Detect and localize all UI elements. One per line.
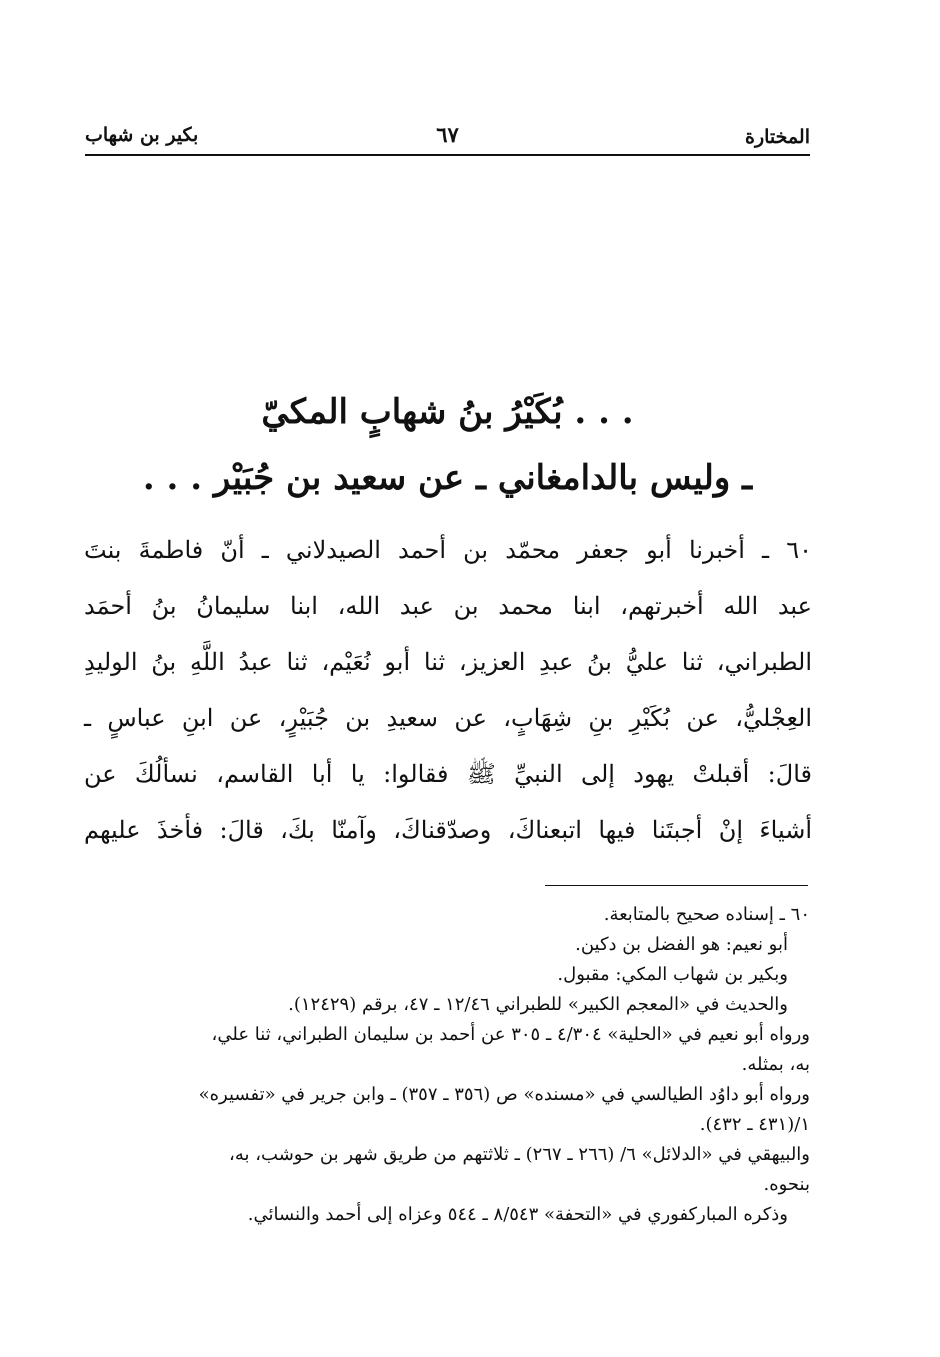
- body-line: الطبراني، ثنا عليُّ بنُ عبدِ العزيز، ثنا أبو نُعَيْم، ثنا عبدُ اللَّهِ بنُ الوليدِ: [84, 648, 812, 676]
- footnote-line: وذكره المباركفوري في «التحفة» ٨/٥٤٣ ـ ٥٤٤ وعزاه إلى أحمد والنسائي.: [247, 1204, 788, 1225]
- footnote-line: أبو نعيم: هو الفضل بن دكين.: [575, 934, 788, 955]
- footnote-rule: [545, 885, 808, 886]
- footnote-line: والحديث في «المعجم الكبير» للطبراني ١٢/٤٦ ـ ٤٧، برقم (١٢٤٢٩).: [288, 994, 788, 1015]
- header-book-title: المختارة: [745, 126, 810, 148]
- footnote-line: والبيهقي في «الدلائل» ٦/ (٢٦٦ ـ ٢٦٧) ـ ثلاثتهم من طريق شهر بن حوشب، به،: [229, 1144, 810, 1165]
- body-line: عبد الله أخبرتهم، ابنا محمد بن عبد الله، ابنا سليمانُ بنُ أحمَد: [84, 592, 812, 620]
- header-chapter-title: بكير بن شهاب: [85, 124, 199, 146]
- body-line: قالَ: أقبلتْ يهود إلى النبيِّ ﷺ فقالوا: يا أبا القاسم، نسألُكَ عن: [84, 760, 812, 788]
- body-line: ٦٠ ـ أخبرنا أبو جعفر محمّد بن أحمد الصيدلاني ـ أنّ فاطمةَ بنتَ: [84, 536, 812, 564]
- header-rule: [85, 154, 810, 156]
- footnote-line: ورواه أبو داوُد الطيالسي في «مسنده» ص (٣٥٦ ـ ٣٥٧) ـ وابن جرير في «تفسيره»: [198, 1084, 810, 1105]
- footnote-line: ٦٠ ـ إسناده صحيح بالمتابعة.: [603, 904, 810, 925]
- footnote-line: به، بمثله.: [741, 1054, 810, 1075]
- running-header: [85, 118, 810, 154]
- footnotes: [86, 900, 810, 1230]
- footnote-line: ورواه أبو نعيم في «الحلية» ٤/٣٠٤ ـ ٣٠٥ عن أحمد بن سليمان الطبراني، ثنا علي،: [211, 1024, 810, 1045]
- footnote-line: وبكير بن شهاب المكي: مقبول.: [557, 964, 788, 985]
- footnote-line: بنحوه.: [763, 1174, 810, 1195]
- hadith-text: [84, 522, 812, 858]
- body-line: أشياءَ إنْ أجبتَنا فيها اتبعناكَ، وصدّقناكَ، وآمنّا بكَ، قالَ: فأخذَ عليهم: [84, 816, 812, 844]
- footnote-line: ١/(٤٣١ ـ ٤٣٢).: [699, 1114, 810, 1135]
- body-line: العِجْليُّ، عن بُكَيْرِ بنِ شِهَابٍ، عن سعيدِ بن جُبَيْرٍ، عن ابنِ عباسٍ ـ: [84, 704, 812, 732]
- page-number: ٦٧: [436, 122, 459, 147]
- section-title-line-1: . . . بُكَيْرُ بنُ شهابٍ المكيّ: [261, 392, 634, 432]
- section-title-line-2: ـ وليس بالدامغاني ـ عن سعيد بن جُبَيْر . . .: [142, 458, 753, 498]
